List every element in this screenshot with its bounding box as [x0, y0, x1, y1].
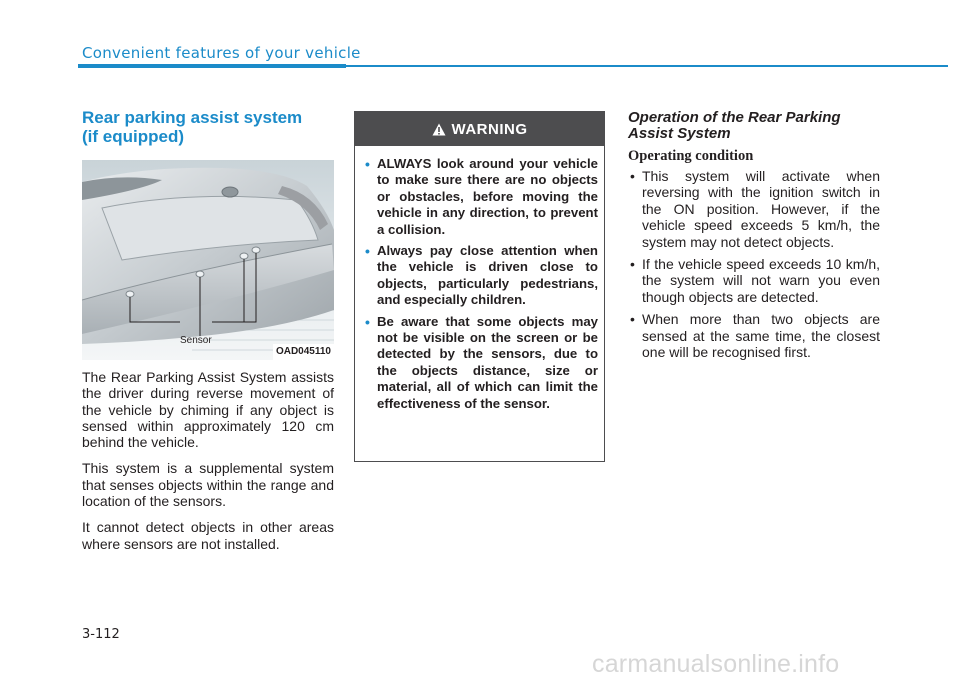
heading-line-2: (if equipped) [82, 127, 184, 146]
warning-list [355, 146, 604, 412]
section-title: Convenient features of your vehicle [82, 44, 361, 62]
bullet-icon: • [630, 256, 635, 273]
warning-item: • ALWAYS look around your vehicle to make sure there are no objects or obstacles, before moving the vehicle in any direction, to prevent a collision. [365, 156, 598, 237]
warning-header [355, 112, 604, 146]
operating-condition-subheading: Operating condition [628, 148, 754, 164]
bullet-icon: • [365, 313, 370, 330]
header-rule-thick [78, 64, 346, 68]
page-number: 3-112 [82, 627, 120, 642]
watermark: carmanualsonline.info [592, 650, 840, 678]
bullet-icon: • [630, 311, 635, 328]
car-rear-illustration [82, 160, 334, 360]
right-column [628, 108, 880, 366]
sensor-label: Sensor [180, 335, 212, 346]
paragraph-supplemental: This system is a supplemental system that senses objects within the range and location of the sensors. [82, 460, 334, 510]
operating-condition-list [628, 168, 880, 360]
condition-item: • This system will activate when reversing with the ignition switch in the ON position. However, if the vehicle speed exceeds 5 km/h, the system may not detect objects. [630, 168, 880, 250]
condition-item: • When more than two objects are sensed at the same time, the closest one will be recognised first. [630, 311, 880, 361]
bullet-icon: • [365, 243, 370, 260]
operation-title-line-1: Operation of the Rear Parking [628, 109, 841, 126]
warning-item: • Always pay close attention when the vehicle is driven close to objects, particularly pedestrians, and especially children. [365, 243, 598, 308]
paragraph-limitation: It cannot detect objects in other areas where sensors are not installed. [82, 519, 334, 552]
paragraph-intro: The Rear Parking Assist System assists the driver during reverse movement of the vehicle by chiming if any object is sensed within approximately 120 cm behind the vehicle. [82, 369, 334, 451]
warning-title: WARNING [451, 120, 528, 138]
rear-bumper-figure [82, 160, 334, 360]
operation-title [628, 110, 880, 142]
bullet-icon: • [365, 156, 370, 172]
warning-box [354, 111, 607, 462]
warning-item: • Be aware that some objects may not be visible on the screen or be detected by the sensors, due to the objects distance, size or material, all of which can limit the effectiveness of the sensor. [365, 313, 598, 411]
rear-parking-heading [82, 108, 334, 146]
left-column [82, 108, 334, 552]
warning-triangle-icon [432, 123, 446, 136]
figure-code: OAD045110 [273, 344, 334, 360]
condition-item: • If the vehicle speed exceeds 10 km/h, the system will not warn you even though objects are detected. [630, 256, 880, 305]
operation-title-line-2: Assist System [628, 125, 731, 142]
header-rule-thin [346, 65, 948, 67]
heading-line-1: Rear parking assist system [82, 108, 303, 127]
bullet-icon: • [630, 168, 635, 184]
warning-panel [354, 111, 605, 462]
